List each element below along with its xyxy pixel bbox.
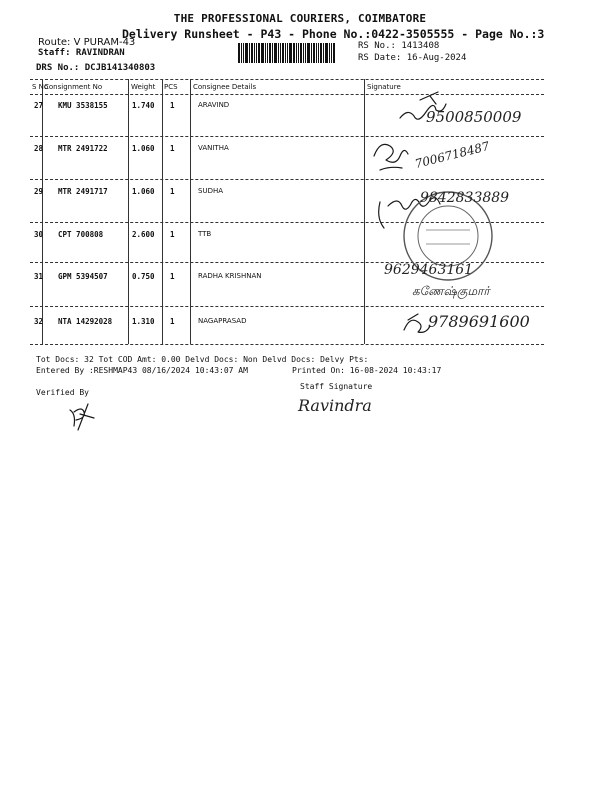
row-weight: 1.740 [132, 101, 155, 110]
staff-signature: Ravindra [298, 396, 372, 415]
row-pcs: 1 [170, 144, 175, 153]
row27-phone-note: 9500850009 [426, 108, 522, 126]
header-sno: S No [32, 83, 49, 91]
row-sno: 30 [34, 230, 44, 239]
row-weight: 1.310 [132, 317, 155, 326]
row-consignment: CPT 700808 [58, 230, 104, 239]
header-weight: Weight [131, 83, 156, 91]
row31-phone-note: 9629463161 [384, 262, 474, 278]
header-consignee: Consignee Details [193, 83, 257, 91]
row-sno: 28 [34, 144, 44, 153]
entered-by: Entered By :RESHMAP43 08/16/2024 10:43:07 AM [36, 366, 248, 375]
totals-summary: Tot Docs: 32 Tot COD Amt: 0.00 Delvd Docs: Non Delvd Docs: Delvy Pts: [36, 355, 369, 364]
verified-by-label: Verified By [36, 388, 89, 397]
row-consignee: NAGAPRASAD [198, 317, 247, 325]
row-weight: 1.060 [132, 187, 155, 196]
row-pcs: 1 [170, 317, 175, 326]
row-consignment: GPM 5394507 [58, 272, 108, 281]
printed-on: Printed On: 16-08-2024 10:43:17 [292, 366, 442, 375]
rs-date: RS Date: 16-Aug-2024 [358, 53, 467, 63]
row-consignment: KMU 3538155 [58, 101, 108, 110]
row-consignee: ARAVIND [198, 101, 230, 109]
row-consignment: MTR 2491722 [58, 144, 108, 153]
row-pcs: 1 [170, 230, 175, 239]
header-signature: Signature [367, 83, 401, 91]
drs-number: DRS No.: DCJB141340803 [36, 63, 156, 73]
row-weight: 2.600 [132, 230, 155, 239]
header-consignment: Consignment No [44, 83, 103, 91]
runsheet-title: Delivery Runsheet - P43 - Phone No.:0422-3505555 - Page No.:3 [122, 27, 545, 41]
row-consignee: VANITHA [198, 144, 229, 152]
row-pcs: 1 [170, 101, 175, 110]
staff-label: Staff: RAVINDRAN [38, 48, 125, 58]
row-weight: 1.060 [132, 144, 155, 153]
row-consignment: MTR 2491717 [58, 187, 108, 196]
header-pcs: PCS [164, 83, 178, 91]
row-sno: 32 [34, 317, 44, 326]
row-consignee: TTB [198, 230, 212, 238]
route-label: Route: V PURAM-43 [38, 37, 136, 48]
row29-phone-note: 9842833889 [420, 190, 510, 206]
row-sno: 31 [34, 272, 44, 281]
row-pcs: 1 [170, 187, 175, 196]
rs-number: RS No.: 1413408 [358, 41, 440, 51]
row-consignee: SUDHA [198, 187, 224, 195]
row-consignee: RADHA KRISHNAN [198, 272, 262, 280]
row-weight: 0.750 [132, 272, 155, 281]
staff-signature-label: Staff Signature [300, 382, 373, 391]
row-consignment: NTA 14292028 [58, 317, 113, 326]
row28-phone-note: 7006718487 [413, 138, 491, 172]
row-sno: 29 [34, 187, 44, 196]
row32-phone-note: 9789691600 [428, 312, 530, 331]
company-name: THE PROFESSIONAL COURIERS, COIMBATORE [173, 12, 427, 25]
row-pcs: 1 [170, 272, 175, 281]
row31-tamil-note: கணேஷ்குமார் [412, 284, 490, 298]
row-sno: 27 [34, 101, 44, 110]
